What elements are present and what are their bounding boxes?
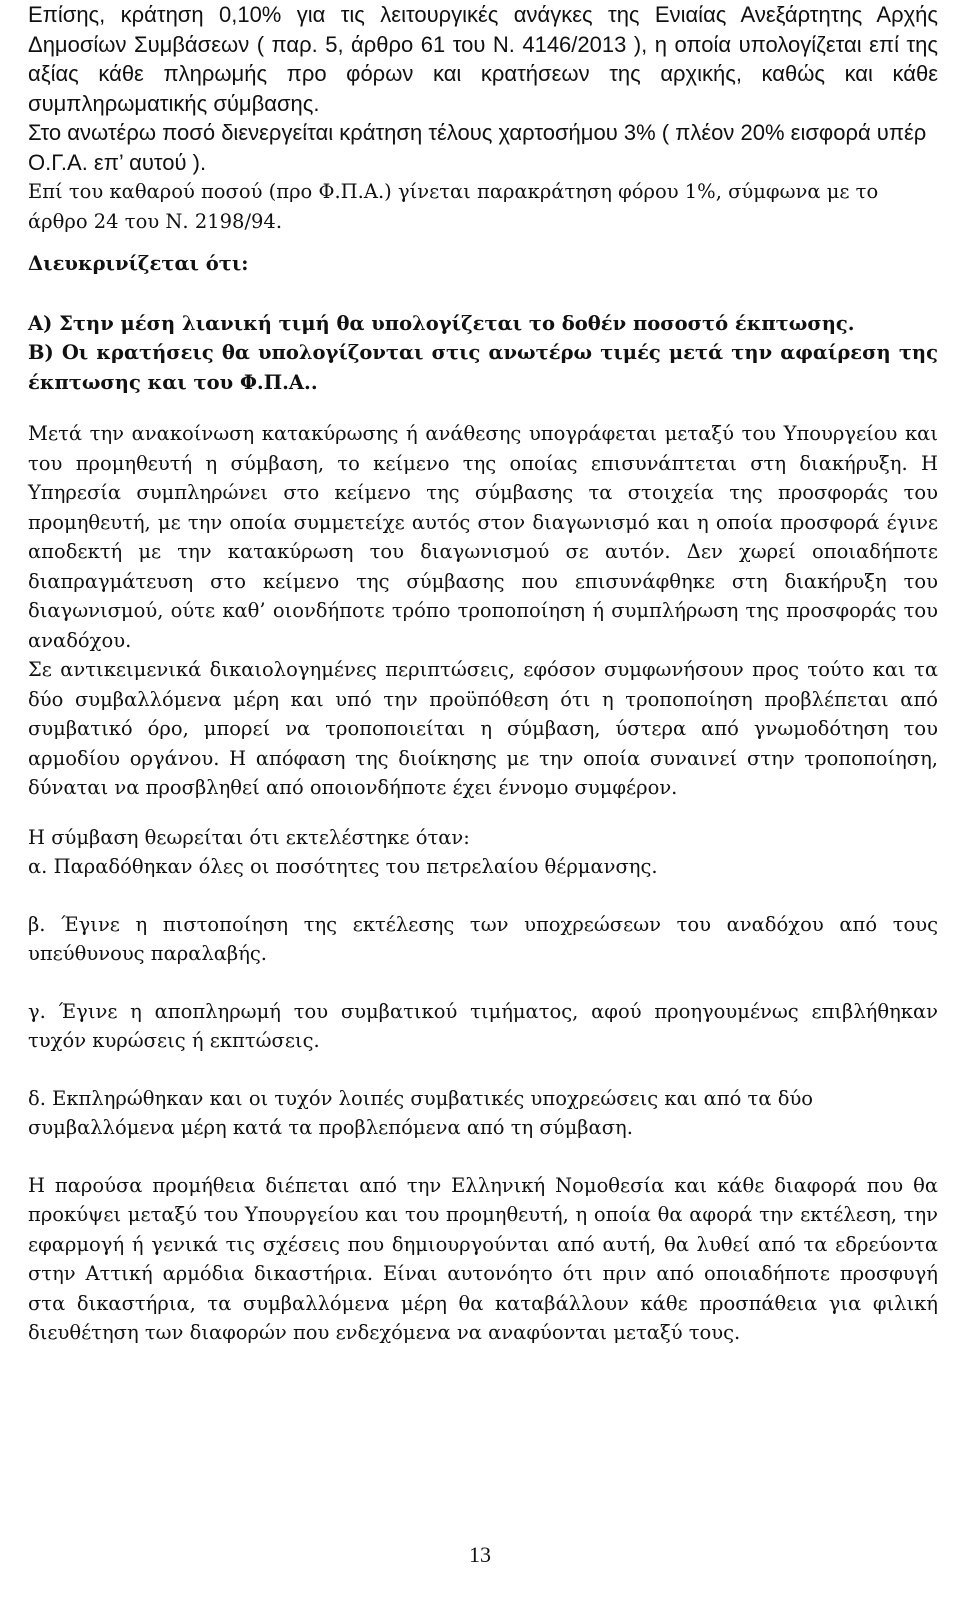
completion-item-a: α. Παραδόθηκαν όλες οι ποσότητες του πετρελαίου θέρμανσης.: [28, 855, 658, 878]
clarification-heading: Διευκρινίζεται ότι:: [28, 252, 249, 275]
clarification-item-b: Β) Οι κρατήσεις θα υπολογίζονται στις ανωτέρω τιμές μετά την αφαίρεση της έκπτωσης και του Φ.Π.Α..: [28, 341, 938, 394]
tax-withholding-paragraph: Επί του καθαρού ποσού (προ Φ.Π.Α.) γίνεται παρακράτηση φόρου 1%, σύμφωνα με το άρθρο 24 του Ν. 2198/94.: [28, 180, 879, 233]
completion-intro: Η σύμβαση θεωρείται ότι εκτελέστηκε όταν:: [28, 825, 470, 849]
completion-item-b: β. Έγινε η πιστοποίηση της εκτέλεσης των υποχρεώσεων του αναδόχου από τους υπεύθυνους παραλαβής.: [28, 912, 938, 965]
contract-signing-paragraph: Μετά την ανακοίνωση κατακύρωσης ή ανάθεσης υπογράφεται μεταξύ του Υπουργείου και του προμηθευτή η σύμβαση, το κείμενο της οποίας επισυνάπτεται στη διακήρυξη. Η Υπηρεσία συμπληρώνει στο κείμενο της σύμβασης τα στοιχεία της προσφοράς του προμηθευτή, με την οποία συμμετείχε αυτός στον διαγωνισμό και η οποία προσφορά έγινε αποδεκτή με την κατακύρωση του διαγωνισμού σε αυτόν. Δεν χωρεί οποιαδήποτε διαπραγμάτευση στο κείμενο της σύμβασης που επισυνάφθηκε στη διακήρυξη του διαγωνισμού, ούτε καθ’ οιονδήποτε τρόπο τροποποίηση ή συμπλήρωση της προσφοράς του αναδόχου.: [28, 422, 938, 652]
ead-deduction-paragraph: Επίσης, κράτηση 0,10% για τις λειτουργικές ανάγκες της Ενιαίας Ανεξάρτητης Αρχής Δημοσίων Συμβάσεων ( παρ. 5, άρθρο 61 του Ν. 4146/2013 ), η οποία υπολογίζεται επί της αξίας κάθε πληρωμής προ φόρων και κρατήσεων της αρχικής, καθώς και κάθε συμπληρωματικής σύμβασης.: [28, 2, 938, 116]
clarification-item-a: Α) Στην μέση λιανική τιμή θα υπολογίζεται το δοθέν ποσοστό έκπτωσης.: [28, 311, 855, 335]
jurisdiction-paragraph: Η παρούσα προμήθεια διέπεται από την Ελληνική Νομοθεσία και κάθε διαφορά που θα προκύψει μεταξύ του Υπουργείου και του προμηθευτή, η οποία θα αφορά την εκτέλεση, την εφαρμογή ή γενικά τις σχέσεις που δημιουργούνται από αυτή, θα λυθεί από τα εδρεύοντα στην Αττική αρμόδια δικαστήρια. Είναι αυτονόητο ότι πριν από οποιαδήποτε προσφυγή στα δικαστήρια, τα συμβαλλόμενα μέρη θα καταβάλλουν κάθε προσπάθεια για φιλική διευθέτηση των διαφορών που ενδεχόμενα να αναφύονται μεταξύ τους.: [28, 1173, 938, 1344]
document-page: [28, 0, 938, 1348]
completion-item-c: γ. Έγινε η αποπληρωμή του συμβατικού τιμήματος, αφού προηγουμένως επιβλήθηκαν τυχόν κυρώσεις ή εκπτώσεις.: [28, 999, 938, 1052]
stamp-duty-paragraph: Στο ανωτέρω ποσό διενεργείται κράτηση τέλους χαρτοσήμου 3% ( πλέον 20% εισφορά υπέρ Ο.Γ.Α. επ’ αυτού ).: [28, 120, 927, 175]
contract-amendment-paragraph: Σε αντικειμενικά δικαιολογημένες περιπτώσεις, εφόσον συμφωνήσουν προς τούτο και τα δύο συμβαλλόμενα μέρη και υπό την προϋπόθεση ότι η τροποποίηση προβλέπεται από συμβατικό όρο, μπορεί να τροποποιείται η σύμβαση, ύστερα από γνωμοδότηση του αρμοδίου οργάνου. Η απόφαση της διοίκησης με την οποία συναινεί στην τροποποίηση, δύναται να προσβληθεί από οποιονδήποτε έχει έννομο συμφέρον.: [28, 658, 938, 799]
completion-item-d: δ. Εκπληρώθηκαν και οι τυχόν λοιπές συμβατικές υποχρεώσεις και από τα δύο συμβαλλόμενα μέρη κατά τα προβλεπόμενα από τη σύμβαση.: [28, 1086, 814, 1139]
page-number: 13: [469, 1542, 491, 1567]
